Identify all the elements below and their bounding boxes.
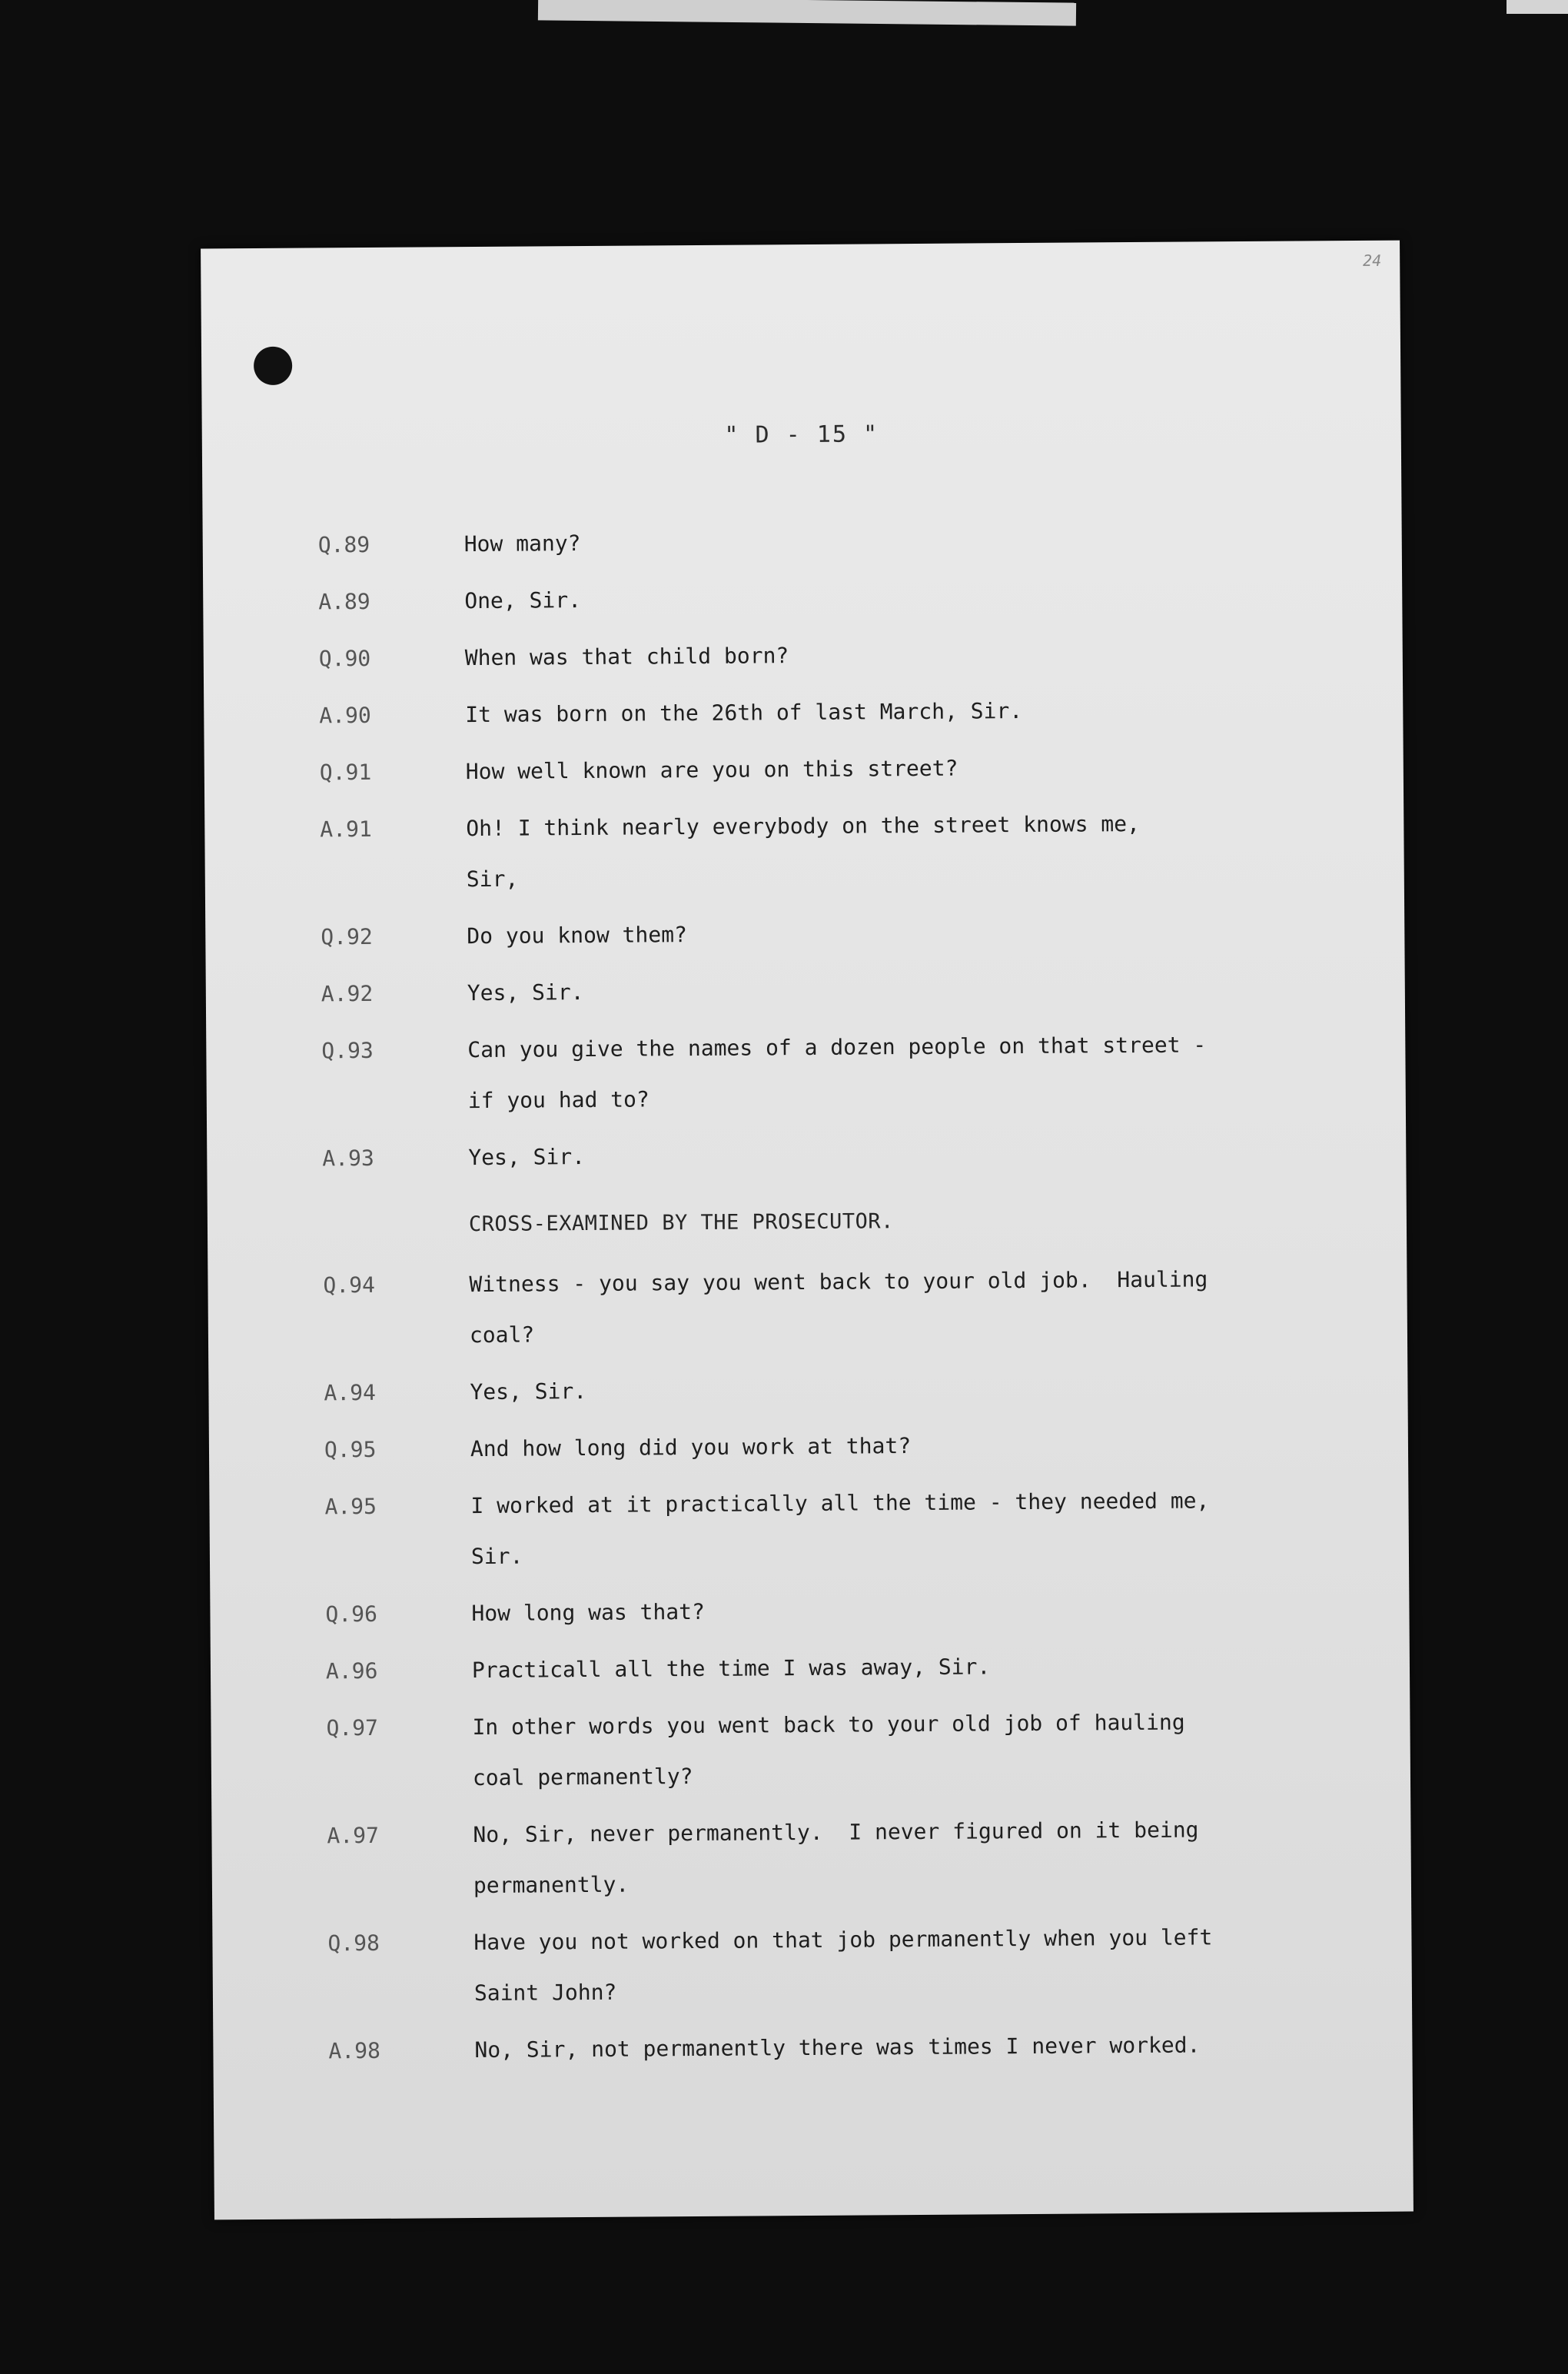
entry-q90	[319, 633, 1372, 685]
entry-label: A.92	[321, 980, 374, 1007]
entry-q91	[320, 746, 1373, 799]
entry-text: And how long did you work at that?	[470, 1433, 912, 1462]
entry-label: A.94	[324, 1379, 377, 1406]
entry-text: Yes, Sir.	[467, 979, 584, 1006]
entry-q94	[323, 1259, 1377, 1362]
entry-a90	[319, 690, 1372, 742]
entry-text: Yes, Sir.	[470, 1378, 587, 1405]
entry-text: One, Sir.	[464, 587, 582, 614]
section-heading: CROSS-EXAMINED BY THE PROSECUTOR.	[468, 1209, 894, 1237]
entry-a92	[321, 968, 1374, 1020]
entry-text: No, Sir, never permanently. I never figured on it being permanently.	[473, 1817, 1199, 1899]
entry-a89	[318, 576, 1371, 628]
entry-label: A.89	[318, 588, 370, 615]
entry-text: Oh! I think nearly everybody on the street knows me, Sir,	[466, 810, 1141, 893]
document-page	[201, 241, 1414, 2220]
entry-q96	[325, 1588, 1378, 1641]
entry-label: Q.98	[327, 1930, 380, 1957]
entry-text: Practicall all the time I was away, Sir.	[471, 1654, 991, 1684]
entry-label: Q.93	[321, 1037, 374, 1064]
entry-text: No, Sir, not permanently there was times I never worked.	[474, 2032, 1201, 2063]
entry-q98	[327, 1917, 1381, 2020]
entry-label: Q.96	[325, 1601, 378, 1628]
page-corner-mark: 24	[1363, 251, 1382, 270]
entry-q97	[326, 1702, 1380, 1805]
entry-q93	[321, 1025, 1375, 1128]
adjacent-page-edge-right	[1507, 0, 1568, 14]
entry-a93	[322, 1132, 1375, 1185]
entry-label: A.95	[324, 1493, 377, 1520]
page-heading: " D - 15 "	[724, 421, 879, 449]
entry-label: Q.95	[324, 1436, 377, 1463]
transcript	[318, 519, 1382, 2090]
entry-label: Q.92	[321, 923, 373, 950]
adjacent-page-edge	[538, 0, 1076, 26]
entry-label: A.98	[328, 2037, 380, 2064]
entry-text: I worked at it practically all the time - they needed me, Sir.	[470, 1488, 1210, 1570]
entry-a96	[326, 1645, 1379, 1697]
entry-text: Can you give the names of a dozen people on that street - if you had to?	[467, 1032, 1207, 1114]
entry-label: A.91	[320, 816, 372, 843]
entry-q95	[324, 1424, 1377, 1476]
entry-text: How long was that?	[471, 1598, 706, 1627]
entry-label: Q.91	[319, 759, 372, 786]
entry-label: Q.94	[323, 1272, 376, 1298]
entry-text: Do you know them?	[467, 922, 688, 949]
entry-text: In other words you went back to your old job of hauling coal permanently?	[472, 1709, 1185, 1791]
entry-a94	[324, 1367, 1377, 1419]
entry-label: Q.97	[326, 1714, 379, 1741]
entry-q92	[321, 911, 1374, 963]
entry-a95	[324, 1481, 1378, 1584]
entry-text: It was born on the 26th of last March, Sir.	[465, 698, 1023, 728]
entry-text: Have you not worked on that job permanently when you left Saint John?	[473, 1924, 1213, 2007]
entry-label: A.90	[319, 702, 371, 729]
entry-text: When was that child born?	[464, 643, 789, 671]
entry-a91	[320, 803, 1374, 906]
entry-a97	[327, 1810, 1380, 1913]
entry-text: How many?	[463, 530, 581, 557]
entry-label: Q.89	[317, 531, 370, 558]
entry-text: Yes, Sir.	[468, 1144, 586, 1171]
entry-q89	[318, 519, 1371, 571]
entry-label: A.93	[322, 1145, 374, 1172]
entry-text: Witness - you say you went back to your old job. Hauling coal?	[469, 1266, 1208, 1348]
entry-text: How well known are you on this street?	[465, 755, 958, 785]
entry-label: A.97	[327, 1822, 380, 1849]
entry-a98	[328, 2025, 1381, 2077]
entry-label: A.96	[325, 1657, 378, 1684]
punch-hole	[254, 347, 292, 385]
entry-label: Q.90	[318, 645, 371, 672]
